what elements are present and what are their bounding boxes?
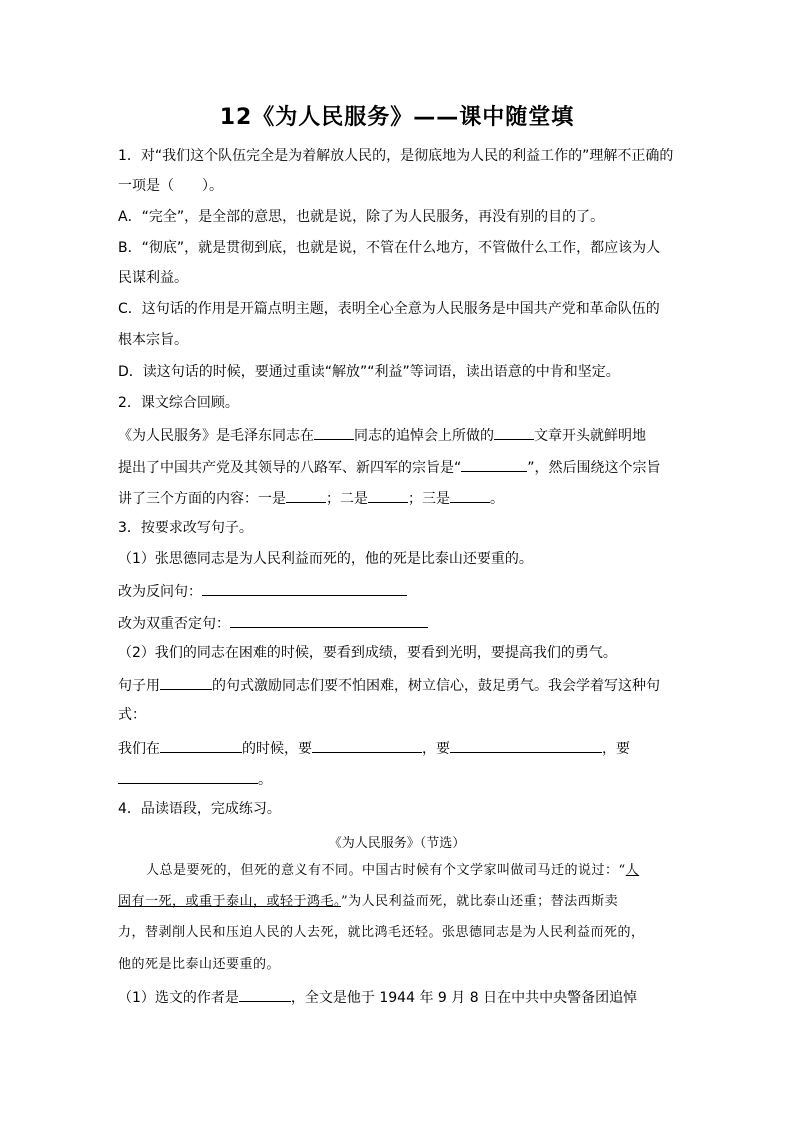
fill-blank[interactable] [461,456,527,472]
q4-stem: 4．品读语段，完成练习。 [118,801,281,817]
q3-write-line2 [118,768,272,790]
q3-pattern-line2: 式： [118,707,146,723]
q3-write-text-b: 的时候，要 [242,741,312,757]
excerpt-line2 [118,892,618,912]
q2-l2-text-a: 提出了中国共产党及其领导的八路军、新四军的宗旨是“ [118,460,462,476]
fill-blank[interactable] [450,737,602,753]
q3-pattern-text-b: 的句式激励同志们要不怕困难，树立信心，鼓足勇气。我会学着写这种句 [212,678,660,694]
fill-blank[interactable] [312,737,422,753]
q2-stem: 2．课文综合回顾。 [118,395,239,411]
q3-rhetorical-label: 改为反问句： [118,584,202,600]
q2-l3-text-d: 。 [490,491,504,507]
fill-blank[interactable] [202,580,407,596]
q4-sub1-line [118,986,637,1008]
q1-option-a: A．“完全”，是全部的意思，也就是说，除了为人民服务，再没有别的目的了。 [118,209,605,225]
q3-write-text-d: ，要 [602,741,630,757]
q1-option-d: D．读这句话的时候，要通过重读“解放”“利益”等词语，读出语意的中肯和坚定。 [118,364,620,380]
excerpt-line3: 力，替剥削人民和压迫人民的人去死，就比鸿毛还轻。张思德同志是为人民利益而死的， [118,925,645,940]
fill-blank[interactable] [286,487,326,503]
fill-blank[interactable] [494,424,534,440]
q1-option-c-line2: 根本宗旨。 [118,332,188,348]
fill-blank[interactable] [160,737,242,753]
fill-blank[interactable] [314,424,354,440]
q4-sub1-text-a: （1）选文的作者是 [118,990,239,1006]
excerpt-l1-text: 人总是要死的，但死的意义有不同。中国古时候有个文学家叫做司马迁的说过：“ [146,863,626,878]
q2-line3 [118,487,504,509]
q2-l3-text-c: ；三是 [408,491,450,507]
q2-l2-text-b: ”，然后围绕这个宗旨 [527,460,661,476]
page-title: 12《为人民服务》——课中随堂填 [219,105,575,130]
q2-line1 [118,424,646,446]
q3-double-negative-line [118,612,428,634]
q3-double-negative-label: 改为双重否定句： [118,616,230,632]
q3-write-text-a: 我们在 [118,741,160,757]
fill-blank[interactable] [450,487,490,503]
excerpt-l2-underlined: 固有一死，或重于泰山，或轻于鸿毛。 [118,894,342,909]
q1-option-b-line2: 民谋利益。 [118,270,188,286]
q2-l1-text-b: 同志的追悼会上所做的 [354,428,494,444]
fill-blank[interactable] [368,487,408,503]
fill-blank[interactable] [239,986,291,1002]
q3-sentence-2: （2）我们的同志在困难的时候，要看到成绩，要看到光明，要提高我们的勇气。 [118,645,617,661]
fill-blank[interactable] [230,612,428,628]
excerpt-l2-text: ”为人民利益而死，就比泰山还重；替法西斯卖 [341,894,619,909]
fill-blank[interactable] [118,768,258,784]
q2-l1-text-c: 文章开头就鲜明地 [534,428,646,444]
q3-write-text-e: 。 [258,772,272,788]
q1-option-b-line1: B．“彻底”，就是贯彻到底，也就是说，不管在什么地方，不管做什么工作，都应该为人 [118,240,661,256]
fill-blank[interactable] [160,674,212,690]
q3-stem: 3．按要求改写句子。 [118,520,253,536]
q4-sub1-text-b: ，全文是他于 1944 年 9 月 8 日在中共中央警备团追悼 [290,990,638,1006]
q1-option-c-line1: C．这句话的作用是开篇点明主题，表明全心全意为人民服务是中国共产党和革命队伍的 [118,301,660,317]
q2-l3-text-b: ；二是 [326,491,368,507]
q2-line2 [118,456,661,478]
q3-rhetorical-line [118,580,407,602]
excerpt-title: 《为人民服务》（节选） [328,836,466,851]
q3-write-line1 [118,737,630,759]
q2-l3-text-a: 讲了三个方面的内容：一是 [118,491,286,507]
q3-pattern-text-a: 句子用 [118,678,160,694]
q1-stem-line1: 1．对“我们这个队伍完全是为着解放人民的，是彻底地为人民的利益工作的”理解不正确的 [118,148,674,164]
q3-pattern-line1 [118,674,660,696]
excerpt-line1 [146,861,639,881]
q3-sentence-1: （1）张思德同志是为人民利益而死的，他的死是比泰山还要重的。 [118,551,533,567]
q1-stem-line2: 一项是（ ）。 [118,178,223,194]
excerpt-l1-underlined: 人 [625,863,640,878]
q2-l1-text-a: 《为人民服务》是毛泽东同志在 [118,428,314,444]
excerpt-line4: 他的死是比泰山还要重的。 [118,957,281,972]
q3-write-text-c: ，要 [422,741,450,757]
